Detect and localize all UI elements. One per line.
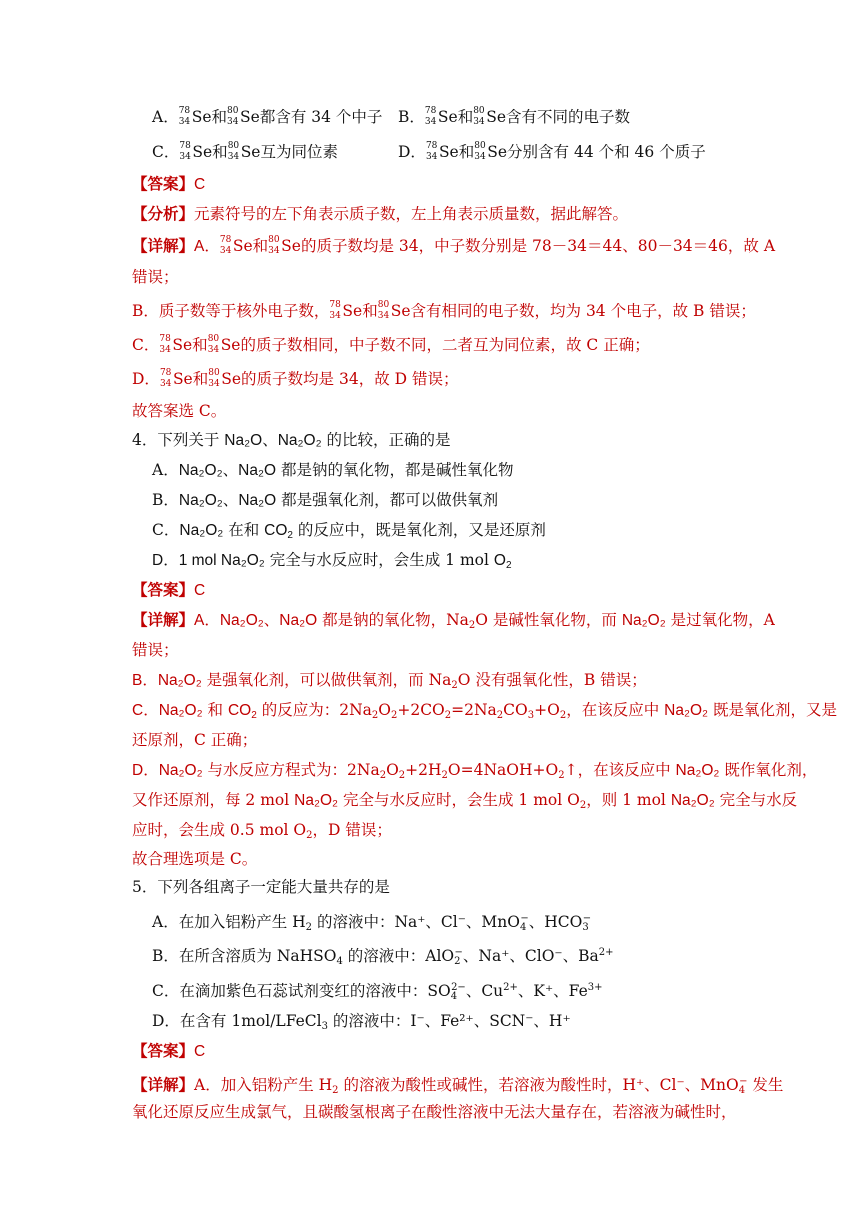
option-text: 分别含有 44 个和 46 个质子 [507,143,706,161]
isotope-78se: 78 34 [179,141,191,162]
q5-detail-cont: 氧化还原反应生成氯气，且碳酸氢根离子在酸性溶液中无法大量存在，若溶液为碱性时， [132,1103,737,1121]
q3-detail-a-cont: 错误； [132,268,179,286]
q4-answer: 【答案】C [132,580,206,599]
q4-detail-d-cont2: 应时，会生成 0.5 mol O2，D 错误； [132,821,392,841]
isotope-80se: 80 34 [227,106,239,127]
q3-option-a: A． 78 34 Se和 80 34 Se都含有 34 个中子 [152,106,383,127]
isotope-78se: 78 34 [425,141,438,162]
q4-detail-a-cont: 错误； [132,641,179,659]
q3-option-b: B． 78 34 Se和 80 34 Se含有不同的电子数 [398,106,631,127]
isotope-78se: 78 34 [424,106,437,127]
isotope-78se: 78 34 [178,106,191,127]
q5-option-a: A．在加入铝粉产生 H2 的溶液中：Na⁺、Cl⁻、MnO4−、HCO3− [152,913,592,933]
q5-answer: 【答案】C [132,1041,206,1060]
isotope-80se: 80 34 [473,106,485,127]
option-label: C． [152,143,180,161]
q3-answer: 【答案】C [132,174,206,193]
option-label: B． [398,108,425,126]
option-text: 含有不同的电子数 [506,108,631,126]
option-label: A． [152,108,179,126]
q3-detail-b: B．质子数等于核外电子数， 78 34 Se和 80 34 Se含有相同的电子数，均为 34 个电子，故 B 错误； [132,300,756,321]
q4-detail-c-cont: 还原剂，C 正确； [132,731,258,749]
q4-option-b: B．Na₂O₂、Na₂O 都是强氧化剂，都可以做供氧剂 [152,491,499,509]
q3-detail-a: 【详解】A． 78 34 Se和 80 34 Se的质子数均是 34，中子数分别是 78－34＝44、80－34＝46，故 A [132,235,776,256]
q4-detail-b: B．Na₂O₂ 是强氧化剂，可以做供氧剂，而 Na2O 没有强氧化性，B 错误； [132,671,647,691]
isotope-80se: 80 34 [227,141,240,162]
q4-stem: 4．下列关于 Na₂O、Na₂O₂ 的比较，正确的是 [132,431,451,449]
q3-conclusion: 故答案选 C。 [132,402,227,420]
q5-option-d: D．在含有 1mol/LFeCl3 的溶液中：I⁻、Fe²⁺、SCN⁻、H⁺ [152,1012,571,1032]
q4-conclusion: 故合理选项是 C。 [132,850,258,868]
q3-detail-c: C． 78 34 Se和 80 34 Se的质子数相同，中子数不同，二者互为同位素，故 C 正确； [132,334,650,355]
q4-option-a: A．Na₂O₂、Na₂O 都是钠的氧化物，都是碱性氧化物 [152,461,514,479]
q3-option-c: C． 78 34 Se和 80 34 Se互为同位素 [152,141,338,162]
q4-detail-d: D．Na₂O₂ 与水反应方程式为：2Na2O2+2H2O=4NaOH+O2↑，在该反应中 Na₂O₂ 既作氧化剂， [132,761,818,781]
option-label: D． [398,143,426,161]
q3-option-d: D． 78 34 Se和 80 34 Se分别含有 44 个和 46 个质子 [398,141,706,162]
q4-option-d: D．1 mol Na₂O₂ 完全与水反应时，会生成 1 mol O2 [152,551,512,571]
q5-option-c: C．在滴加紫色石蕊试剂变红的溶液中：$SO4^{2-}$、$Cu^{2+}$、K⁺、$Fe^{3+}$ [152,982,603,1002]
q5-stem: 5．下列各组离子一定能大量共存的是 [132,878,390,896]
q4-detail-d-cont1: 又作还原剂，每 2 mol Na₂O₂ 完全与水反应时，会生成 1 mol O2，则 1 mol Na₂O₂ 完全与水反 [132,791,798,811]
isotope-80se: 80 34 [474,141,486,162]
q3-detail-d: D． 78 34 Se和 80 34 Se的质子数均是 34，故 D 错误； [132,368,459,389]
q4-option-c: C．Na₂O₂ 在和 CO2 的反应中，既是氧化剂，又是还原剂 [152,521,546,541]
option-text: 互为同位素 [260,143,338,161]
q4-detail-c: C．Na₂O₂ 和 CO2 的反应为：2Na2O2+2CO2=2Na2CO3+O2，在该反应中 Na₂O₂ 既是氧化剂，又是 [132,701,837,721]
q5-option-b: B．在所含溶质为 NaHSO4 的溶液中：AlO2−、Na⁺、ClO⁻、$Ba^{2+}$ [152,947,614,967]
option-text: 都含有 34 个中子 [259,108,383,126]
q4-detail-a: 【详解】A．Na₂O₂、Na₂O 都是钠的氧化物，Na2O 是碱性氧化物，而 Na₂O₂ 是过氧化物，A [132,610,775,631]
q5-detail-a: 【详解】A．加入铝粉产生 H2 的溶液为酸性或碱性，若溶液为酸性时，H⁺、Cl⁻、MnO4− 发生 [132,1075,784,1096]
q3-analysis: 【分析】元素符号的左下角表示质子数，左上角表示质量数，据此解答。 [132,204,629,223]
